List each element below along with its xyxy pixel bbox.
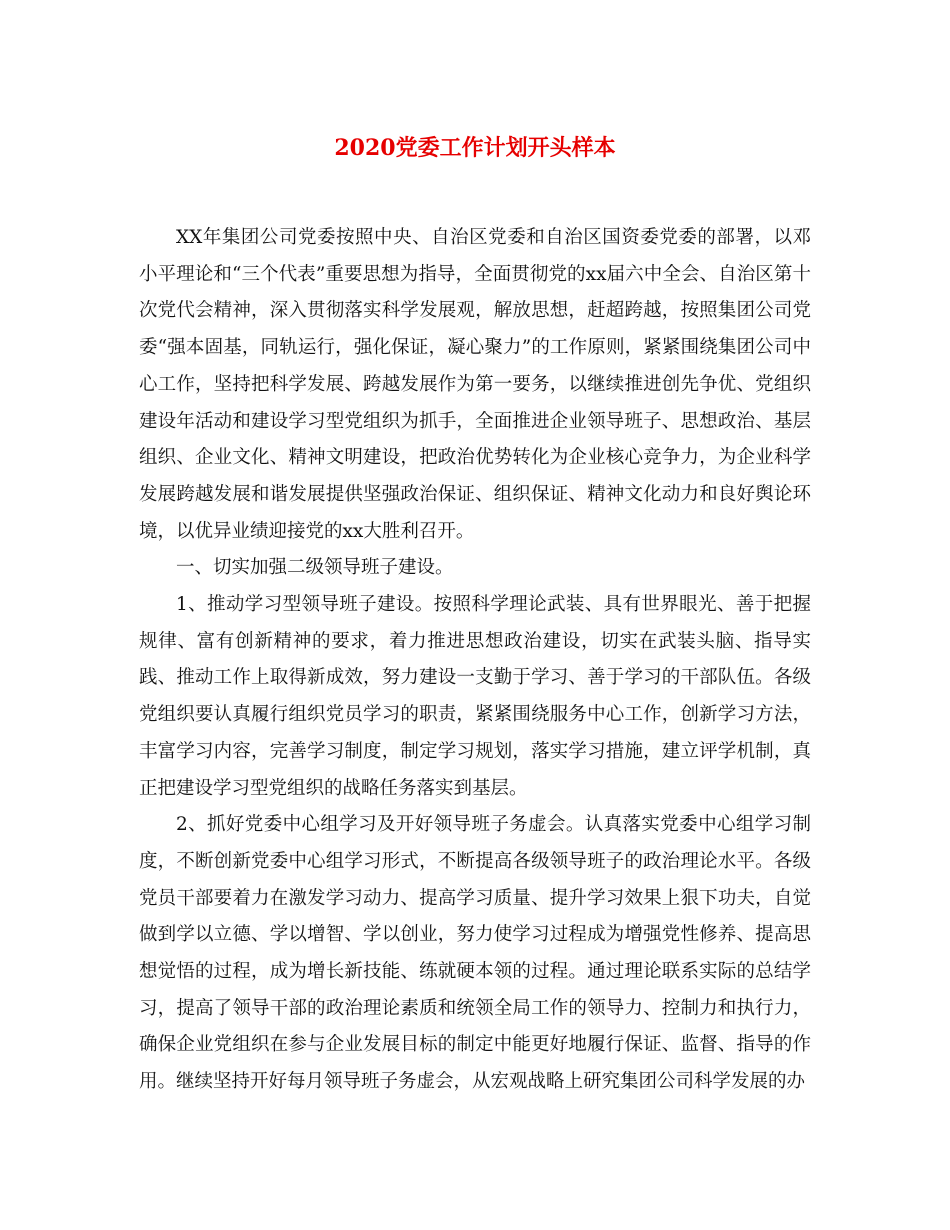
document-title: 2020党委工作计划开头样本 <box>334 135 616 161</box>
paragraph-item-2: 2、抓好党委中心组学习及开好领导班子务虚会。认真落实党委中心组学习制度，不断创新党委中心组学习形式，不断提高各级领导班子的政治理论水平。各级党员干部要着力在激发学习动力、提高学习质量、提升学习效果上狠下功夫，自觉做到学以立德、学以增智、学以创业，努力使学习过程成为增强党性修养、提高思想觉悟的过程，成为增长新技能、练就硬本领的过程。通过理论联系实际的总结学习，提高了领导干部的政治理论素质和统领全局工作的领导力、控制力和执行力，确保企业党组织在参与企业发展目标的制定中能更好地履行保证、监督、指导的作用。继续坚持开好每月领导班子务虚会，从宏观战略上研究集团公司科学发展的办 <box>139 814 811 1093</box>
paragraph-item-1: 1、推动学习型领导班子建设。按照科学理论武装、具有世界眼光、善于把握规律、富有创新精神的要求，着力推进思想政治建设，切实在武装头脑、指导实践、推动工作上取得新成效，努力建设一支勤于学习、善于学习的干部队伍。各级党组织要认真履行组织党员学习的职责，紧紧围绕服务中心工作，创新学习方法，丰富学习内容，完善学习制度，制定学习规划，落实学习措施，建立评学机制，真正把建设学习型党组织的战略任务落实到基层。 <box>139 594 811 799</box>
document-body <box>139 220 811 1101</box>
section-heading-1: 一、切实加强二级领导班子建设。 <box>176 557 454 579</box>
paragraph-intro: XX年集团公司党委按照中央、自治区党委和自治区国资委党委的部署，以邓小平理论和“三个代表”重要思想为指导，全面贯彻党的xx届六中全会、自治区第十次党代会精神，深入贯彻落实科学发展观，解放思想，赶超跨越，按照集团公司党委“强本固基，同轨运行，强化保证，凝心聚力”的工作原则，紧紧围绕集团公司中心工作，坚持把科学发展、跨越发展作为第一要务，以继续推进创先争优、党组织建设年活动和建设学习型党组织为抓手，全面推进企业领导班子、思想政治、基层组织、企业文化、精神文明建设，把政治优势转化为企业核心竞争力，为企业科学发展跨越发展和谐发展提供坚强政治保证、组织保证、精神文化动力和良好舆论环境，以优异业绩迎接党的xx大胜利召开。 <box>139 227 811 542</box>
